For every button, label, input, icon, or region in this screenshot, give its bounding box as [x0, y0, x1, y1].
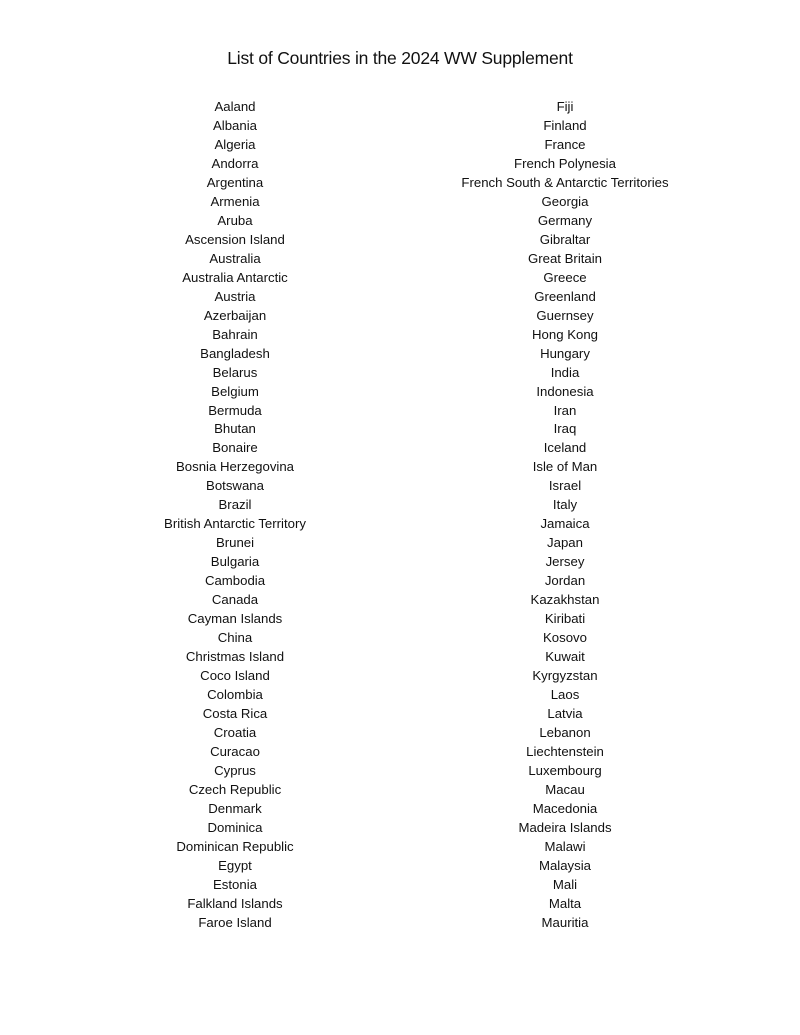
country-list-item: Malaysia — [538, 857, 592, 873]
country-list-item: Gibraltar — [539, 231, 591, 247]
country-list-item: Bahrain — [212, 326, 258, 342]
country-list-item: Aruba — [217, 212, 253, 228]
country-list-item: Greenland — [534, 288, 596, 304]
country-list-item: Belarus — [212, 364, 258, 380]
country-list-item: Mauritia — [541, 914, 589, 930]
country-column-left — [85, 97, 385, 932]
country-list-item: Iran — [553, 402, 577, 418]
country-list-item: Bhutan — [214, 421, 256, 437]
country-list-item: Christmas Island — [185, 649, 285, 665]
country-list-item: Cayman Islands — [187, 611, 283, 627]
country-list-item: Cyprus — [214, 762, 256, 778]
country-list-item: Austria — [214, 288, 256, 304]
country-list-item: Jersey — [545, 554, 585, 570]
country-list-item: Kazakhstan — [530, 592, 600, 608]
country-list-item: Botswana — [206, 478, 264, 494]
country-list-item: Ascension Island — [185, 231, 285, 247]
country-list-item: France — [544, 136, 586, 152]
country-list-item: Italy — [552, 497, 578, 513]
country-list-item: Luxembourg — [528, 762, 602, 778]
country-list-item: Fiji — [556, 99, 574, 114]
country-list-item: Israel — [548, 478, 582, 494]
country-list-item: Kiribati — [544, 611, 586, 627]
country-list-item: Colombia — [207, 687, 263, 703]
country-list-item: Bosnia Herzegovina — [175, 459, 295, 475]
country-list-item: British Antarctic Territory — [164, 516, 306, 532]
country-list-item: Armenia — [210, 193, 260, 209]
country-list-item: Macau — [545, 781, 585, 797]
country-list-item: Costa Rica — [202, 706, 268, 721]
country-list-item: Hungary — [540, 345, 590, 361]
country-list-item: Laos — [550, 687, 580, 703]
country-list-item: Mali — [552, 876, 578, 892]
country-list-item: China — [217, 630, 253, 646]
country-list-item: Isle of Man — [532, 459, 598, 475]
country-list-item: Indonesia — [536, 383, 594, 399]
country-list-item: Liechtenstein — [526, 743, 604, 759]
country-list-item: Algeria — [214, 136, 256, 152]
country-list-item: Croatia — [213, 724, 257, 740]
country-list-item: Malta — [548, 895, 582, 911]
country-list-item: Cambodia — [204, 573, 266, 589]
country-list-item: Czech Republic — [188, 781, 282, 797]
country-list-item: Bangladesh — [200, 345, 270, 361]
country-list-item: Kyrgyzstan — [532, 668, 598, 684]
country-list-item: Bulgaria — [210, 554, 260, 570]
country-list-item: Azerbaijan — [203, 307, 267, 323]
country-list-item: Iceland — [543, 440, 587, 456]
country-list-item: Guernsey — [536, 307, 594, 323]
country-list-item: Estonia — [213, 876, 257, 892]
country-list-item: French Polynesia — [514, 155, 616, 171]
country-list-item: Kosovo — [543, 630, 587, 646]
country-list-item: French South & Antarctic Territories — [461, 174, 669, 190]
country-list-item: Kuwait — [545, 649, 585, 665]
country-list-item: Jamaica — [540, 516, 590, 532]
country-list-item: Macedonia — [532, 800, 598, 816]
country-column-right — [415, 97, 715, 932]
country-list-item: Madeira Islands — [518, 819, 612, 835]
country-list-item: Andorra — [211, 155, 259, 171]
country-list-item: Denmark — [208, 800, 262, 816]
country-list-item: Latvia — [547, 706, 583, 721]
country-list-item: Greece — [543, 269, 587, 285]
country-list-item: India — [550, 364, 580, 380]
country-list-item: Curacao — [210, 743, 260, 759]
country-list-item: Brazil — [218, 497, 252, 513]
country-list-item: Faroe Island — [198, 914, 272, 930]
country-list-item: Belgium — [211, 383, 259, 399]
country-list-item: Canada — [211, 592, 259, 608]
country-list-item: Hong Kong — [532, 326, 598, 342]
country-list-item: Bermuda — [208, 402, 262, 418]
country-list-item: Argentina — [206, 174, 264, 190]
country-list-item: Finland — [543, 117, 587, 133]
country-list-item: Germany — [537, 212, 593, 228]
country-list-item: Great Britain — [527, 250, 603, 266]
country-list-item: Australia Antarctic — [182, 269, 288, 285]
country-list-item: Australia — [209, 250, 261, 266]
page-title: List of Countries in the 2024 WW Supplement — [227, 48, 573, 68]
country-list-item: Dominican Republic — [176, 838, 294, 854]
country-list-item: Bonaire — [212, 440, 258, 456]
country-list-item: Jordan — [544, 573, 586, 589]
country-list-item: Coco Island — [200, 668, 270, 684]
country-list-item: Dominica — [207, 819, 263, 835]
country-list-item: Brunei — [215, 535, 255, 551]
country-list-item: Albania — [213, 117, 257, 133]
country-list-item: Egypt — [218, 857, 252, 873]
country-list-item: Aaland — [214, 99, 256, 114]
country-list-item: Iraq — [553, 421, 577, 437]
country-list-item: Japan — [547, 535, 583, 551]
country-list-item: Malawi — [544, 838, 586, 854]
country-list-item: Georgia — [541, 193, 589, 209]
country-list-item: Falkland Islands — [187, 895, 283, 911]
country-list-item: Lebanon — [539, 724, 591, 740]
